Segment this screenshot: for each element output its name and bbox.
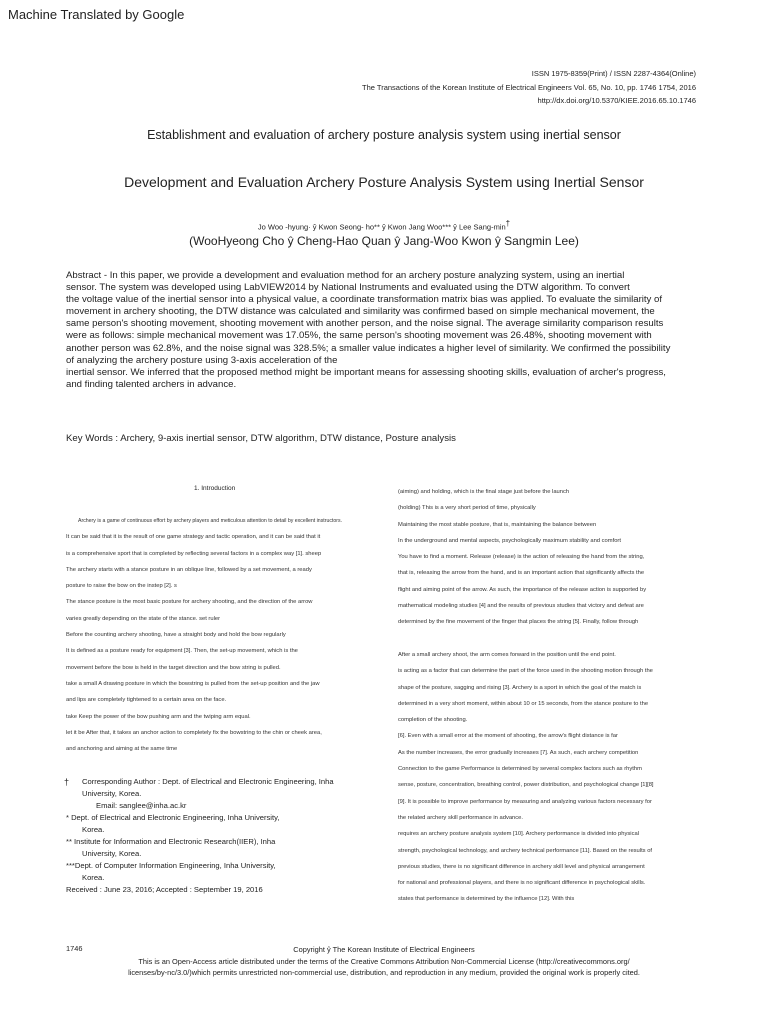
text-line: previous studies, there is no significant difference in archery skill level and physical arrangement bbox=[398, 863, 645, 870]
affiliation-1: * Dept. of Electrical and Electronic Engineering, Inha University, bbox=[66, 813, 280, 822]
text-line: varies greatly depending on the state of the stance. set ruler bbox=[66, 615, 221, 622]
text-line: is acting as a factor that can determine the part of the force used in the shooting motion through the bbox=[398, 668, 653, 675]
paper-title-translated: Establishment and evaluation of archery posture analysis system using inertial sensor bbox=[147, 128, 621, 142]
text-line: and lips are completely tightened to a certain area on the face. bbox=[66, 697, 227, 704]
page-number: 1746 bbox=[66, 944, 83, 953]
affiliation-2: ** Institute for Information and Electronic Research(IIER), Inha bbox=[66, 837, 276, 846]
text-line: determined in a very short moment, within about 10 or 15 seconds, from the stance posture to the bbox=[398, 700, 649, 707]
section-heading-introduction: 1. Introduction bbox=[194, 485, 236, 492]
abstract-line: were as follows: simple mechanical movement was 17.05%, the same person's shooting movement was 26.48%, shooting movement with bbox=[66, 330, 652, 342]
corresponding-author-cont: University, Korea. bbox=[82, 789, 142, 798]
footnote-dagger: † bbox=[64, 777, 70, 787]
text-line: shape of the posture, sagging and rising [3]. Archery is a sport in which the goal of the match is bbox=[398, 684, 642, 691]
text-line: As the number increases, the error gradually increases [7]. As such, each archery competition bbox=[398, 749, 639, 756]
doi-link[interactable]: http://dx.doi.org/10.5370/KIEE.2016.65.10.1746 bbox=[537, 96, 696, 105]
text-line: is a comprehensive sport that is completed by reflecting several factors in a complex way [1]. sheep bbox=[66, 550, 322, 557]
text-line: requires an archery posture analysis system [10]. Archery performance is divided into physical bbox=[398, 831, 640, 838]
text-line: mathematical modeling studies [4] and the results of previous studies that victory and defeat are bbox=[398, 603, 644, 610]
dagger-mark: † bbox=[505, 219, 511, 228]
text-line: sense, posture, concentration, breathing control, power distribution, and psychological change [1][8] bbox=[398, 782, 654, 789]
text-line: movement before the bow is held in the target direction and the bow string is pulled. bbox=[66, 664, 281, 671]
abstract-line: and finding talented archers in advance. bbox=[66, 378, 237, 390]
keywords: Key Words : Archery, 9-axis inertial sensor, DTW algorithm, DTW distance, Posture analysis bbox=[66, 433, 456, 444]
text-line: It is defined as a posture ready for equipment [3]. Then, the set-up movement, which is the bbox=[66, 648, 298, 655]
text-line: (aiming) and holding, which is the final stage just before the launch bbox=[398, 489, 570, 495]
text-line: You have to find a moment. Release (release) is the action of releasing the hand from the string, bbox=[398, 554, 645, 561]
text-line: determined by the fine movement of the finger that places the string [5]. Finally, follow through bbox=[398, 619, 639, 626]
abstract-line: sensor. The system was developed using LabVIEW2014 by National Instruments and evaluated using the DTW algorithm. To convert bbox=[66, 282, 630, 294]
abstract-line: the voltage value of the inertial sensor into a physical value, a coordinate transformation matrix bias was applied. To evaluate the similarity of bbox=[66, 294, 663, 306]
journal-line: The Transactions of the Korean Institute of Electrical Engineers Vol. 65, No. 10, pp. 1746 1754, 2016 bbox=[362, 82, 696, 92]
text-line: that is, releasing the arrow from the hand, and is an important action that significantly affects the bbox=[398, 570, 645, 577]
copyright-line: Copyright ŷ The Korean Institute of Electrical Engineers bbox=[293, 945, 475, 954]
left-column bbox=[66, 513, 382, 757]
abstract-line: Abstract - In this paper, we provide a development and evaluation method for an archery posture analyzing system, using an inertial bbox=[66, 270, 625, 281]
affiliation-1-cont: Korea. bbox=[82, 825, 105, 834]
text-line: states that performance is determined by the influence [12]. With this bbox=[398, 896, 575, 903]
text-line: strength, psychological technology, and archery technical performance [11]. Based on the results of bbox=[398, 847, 653, 854]
text-line: Archery is a game of continuous effort by archery players and meticulous attention to detail by excellent instructors. bbox=[78, 518, 343, 524]
machine-translation-banner: Machine Translated by Google bbox=[8, 7, 185, 22]
text-line: The stance posture is the most basic posture for archery shooting, and the direction of the arrow bbox=[66, 599, 313, 606]
text-line: the related archery skill performance in advance. bbox=[398, 814, 524, 821]
authors-translated-text: Jo Woo -hyung· ŷ Kwon Seong- ho** ŷ Kwon Jang Woo*** ŷ Lee Sang-min bbox=[257, 222, 506, 232]
text-line: The archery starts with a stance posture in an oblique line, followed by a set movement, a ready bbox=[66, 566, 312, 573]
text-line bbox=[398, 631, 708, 647]
abstract-line: of analyzing the archery posture using 3-axis acceleration of the bbox=[66, 354, 338, 366]
text-line: [6]. Even with a small error at the moment of shooting, the arrow's flight distance is far bbox=[398, 733, 618, 740]
paper-title-english: Development and Evaluation Archery Posture Analysis System using Inertial Sensor bbox=[124, 174, 644, 190]
text-line: take Keep the power of the bow pushing arm and the twiping arm equal. bbox=[66, 713, 251, 720]
abstract-line: movement in archery shooting, the DTW distance was calculated and similarity was confirmed based on simple mechanical movement, the bbox=[66, 306, 655, 318]
corresponding-author: Corresponding Author : Dept. of Electrical and Electronic Engineering, Inha bbox=[82, 777, 334, 786]
text-line: (holding) This is a very short period of time, physically bbox=[398, 505, 536, 512]
text-line: In the underground and mental aspects, psychologically maximum stability and comfort bbox=[398, 537, 621, 544]
copyright-footer bbox=[0, 944, 768, 979]
text-line: posture to raise the bow on the instep [2]. s bbox=[66, 583, 177, 590]
right-column bbox=[398, 484, 708, 908]
authors-translated bbox=[0, 219, 768, 232]
license-line-2: licenses/by-nc/3.0/)which permits unrestricted non-commercial use, distribution, and reproduction in any medium, provided the original work is properly cited. bbox=[128, 968, 640, 977]
text-line: After a small archery shoot, the arm comes forward in the position until the end point. bbox=[398, 651, 616, 658]
text-line: [9]. It is possible to improve performance by measuring and analyzing various factors necessary for bbox=[398, 798, 652, 805]
received-accepted: Received : June 23, 2016; Accepted : September 19, 2016 bbox=[66, 885, 263, 894]
abstract bbox=[66, 270, 706, 391]
affiliation-2-cont: University, Korea. bbox=[82, 849, 142, 858]
text-line: Connection to the game Performance is determined by several complex factors such as rhythm bbox=[398, 766, 642, 773]
affiliation-3: ***Dept. of Computer Information Engineering, Inha University, bbox=[66, 861, 276, 870]
issn-line: ISSN 1975-8359(Print) / ISSN 2287-4364(Online) bbox=[531, 69, 696, 78]
license-line-1: This is an Open-Access article distributed under the terms of the Creative Commons Attribution Non-Commercial License (http://creativecommons.org/ bbox=[138, 956, 630, 966]
authors-english: (WooHyeong Cho ŷ Cheng-Hao Quan ŷ Jang-Woo Kwon ŷ Sangmin Lee) bbox=[189, 234, 579, 248]
email-link[interactable]: Email: sanglee@inha.ac.kr bbox=[96, 801, 187, 810]
text-line: completion of the shooting. bbox=[398, 717, 468, 724]
text-line: for national and professional players, and there is no significant difference in psychological skills. bbox=[398, 880, 646, 887]
affiliation-3-cont: Korea. bbox=[82, 873, 105, 882]
text-line: Before the counting archery shooting, have a straight body and hold the bow regularly bbox=[66, 632, 286, 639]
text-line: flight and aiming point of the arrow. As such, the importance of the release action is supported by bbox=[398, 586, 647, 593]
abstract-line: another person was 62.8%, and the noise signal was 328.5%; a smaller value indicates a higher level of similarity. We confirmed the possibility bbox=[66, 342, 671, 354]
text-line: and anchoring and aiming at the same time bbox=[66, 746, 178, 753]
text-line: It can be said that it is the result of one game strategy and tactic operation, and it can be said that it bbox=[66, 534, 321, 541]
author-footnotes bbox=[66, 776, 386, 896]
abstract-line: inertial sensor. We inferred that the proposed method might be important means for assessing shooting skills, evaluation of archer's progress, bbox=[66, 366, 666, 378]
text-line: Maintaining the most stable posture, that is, maintaining the balance between bbox=[398, 521, 597, 528]
text-line: let it be After that, it takes an anchor action to completely fix the bowstring to the chin or cheek area, bbox=[66, 729, 322, 736]
text-line: take a small A drawing posture in which the bowstring is pulled from the set-up position and the jaw bbox=[66, 680, 320, 687]
abstract-line: same person's shooting movement, shooting movement with another person, and the noise signal. The average similarity comparison results bbox=[66, 318, 664, 330]
